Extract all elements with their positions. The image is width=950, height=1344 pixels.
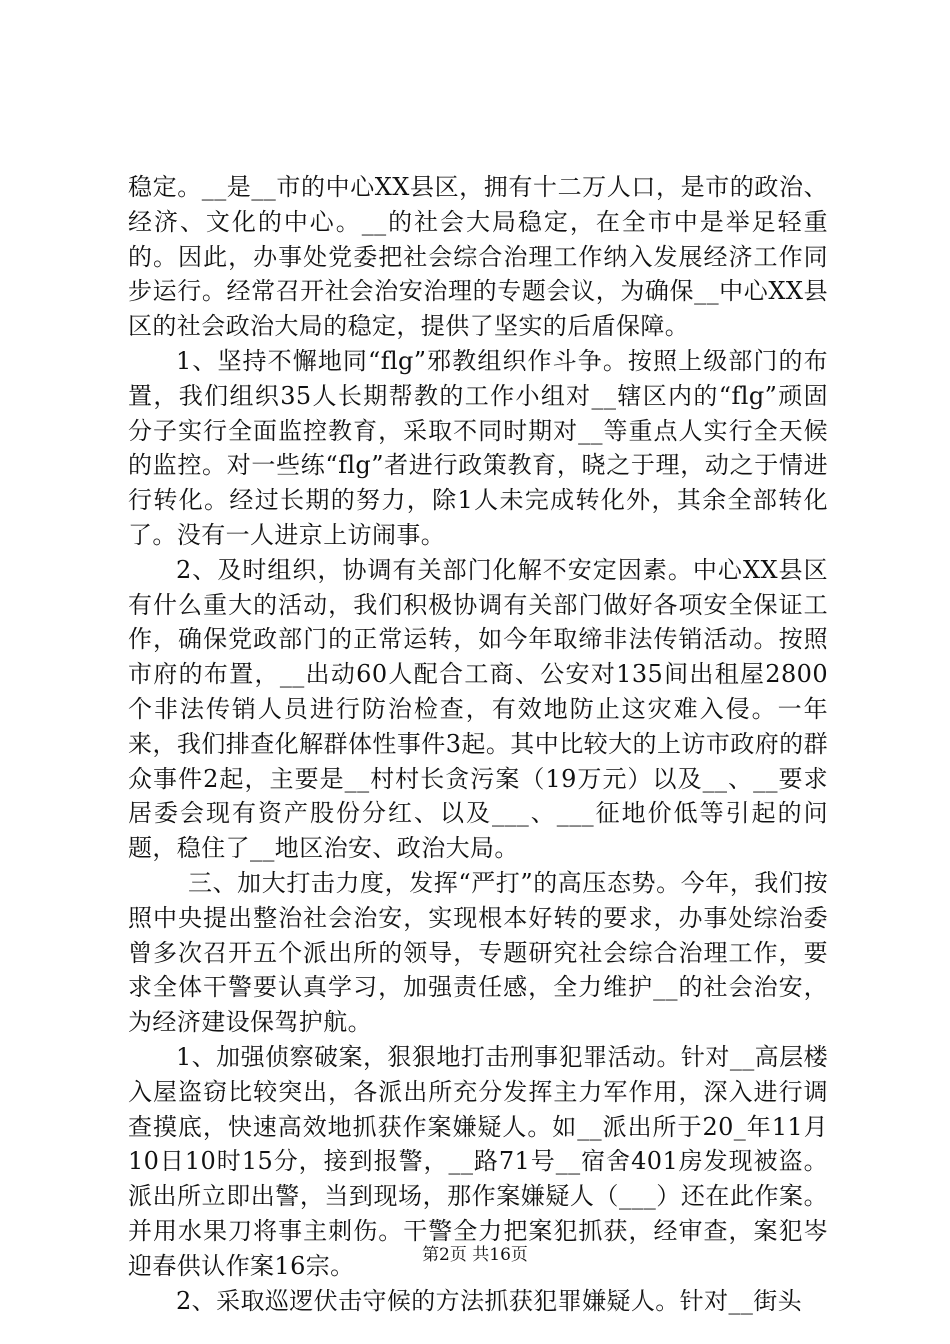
paragraph-item-2-patrol: 2、采取巡逻伏击守候的方法抓获犯罪嫌疑人。针对__街头 [176,1286,803,1315]
document-body [128,170,828,1318]
page-footer [0,1243,950,1267]
paragraph-continuation: 稳定。__是__市的中心XX县区，拥有十二万人口，是市的政治、经济、文化的中心。__的社会大局稳定，在全市中是举足轻重的。因此，办事处党委把社会综合治理工作纳入发展经济工作同步运行。经常召开社会治安治理的专题会议，为确保__中心XX县区的社会政治大局的稳定，提供了坚实的后盾保障。 [128,173,828,341]
paragraph-item-1-investigation: 1、加强侦察破案，狠狠地打击刑事犯罪活动。针对__高层楼入屋盗窃比较突出，各派出所充分发挥主力军作用，深入进行调查摸底，快速高效地抓获作案嫌疑人。如__派出所于20_年11月10日10时15分，接到报警，__路71号__宿舍401房发现被盗。派出所立即出警，当到现场，那作案嫌疑人（___）还在此作案。并用水果刀将事主刺伤。干警全力把案犯抓获，经审查，案犯岑迎春供认作案16宗。 [128,1042,828,1280]
paragraph-item-1-flg: 1、坚持不懈地同“flg”邪教组织作斗争。按照上级部门的布置，我们组织35人长期帮教的工作小组对__辖区内的“flg”顽固分子实行全面监控教育，采取不同时期对__等重点人实行全天候的监控。对一些练“flg”者进行政策教育，晓之于理，动之于情进行转化。经过长期的努力，除1人未完成转化外，其余全部转化了。没有一人进京上访闹事。 [128,346,828,549]
paragraph-section-3-heading: 三、加大打击力度，发挥“严打”的高压态势。今年，我们按照中央提出整治社会治安，实现根本好转的要求，办事处综治委曾多次召开五个派出所的领导，专题研究社会综合治理工作，要求全体干警要认真学习，加强责任感，全力维护__的社会治安，为经济建设保驾护航。 [128,868,828,1037]
page-number-label: 第2页 共16页 [422,1245,528,1265]
paragraph-item-2-coordination: 2、及时组织，协调有关部门化解不安定因素。中心XX县区有什么重大的活动，我们积极协调有关部门做好各项安全保证工作，确保党政部门的正常运转，如今年取缔非法传销活动。按照市府的布置，__出动60人配合工商、公安对135间出租屋2800个非法传销人员进行防治检查，有效地防止这灾难入侵。一年来，我们排查化解群体性事件3起。其中比较大的上访市政府的群众事件2起，主要是__村村长贪污案（19万元）以及__、__要求居委会现有资产股份分红、以及___、___征地价低等引起的问题，稳住了__地区治安、政治大局。 [128,555,828,863]
